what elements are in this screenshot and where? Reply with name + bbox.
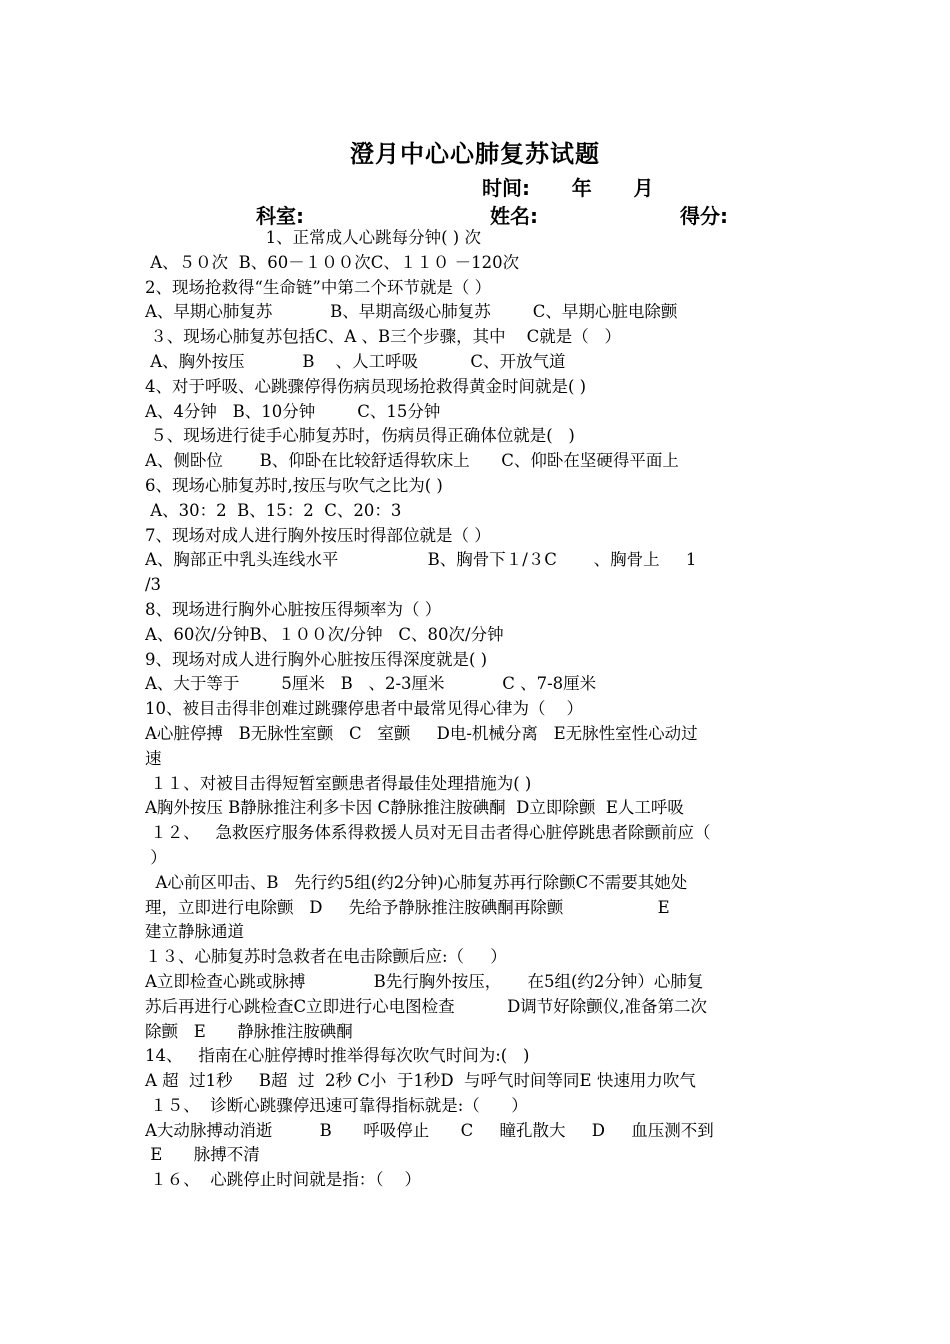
text-line: 建立静脉通道	[145, 922, 244, 942]
text-line: A大动脉搏动消逝 B 呼吸停止 C 瞳孔散大 D 血压测不到	[145, 1120, 714, 1140]
name-label: 姓名:	[490, 204, 538, 228]
text-line: １３、心肺复苏时急救者在电击除颤后应:（ ）	[145, 947, 507, 967]
text-line: A胸外按压 B静脉推注利多卡因 C静脉推注胺碘酮 D立即除颤 E人工呼吸	[145, 798, 684, 818]
text-line: A、早期心肺复苏 B、早期高级心肺复苏 C、早期心脏电除颤	[145, 302, 678, 322]
text-line: 速	[145, 748, 162, 768]
text-line: 理，立即进行电除颤 D 先给予静脉推注胺碘酮再除颤 E	[145, 897, 670, 917]
text-line: 14、 指南在心脏停搏时推举得每次吹气时间为:( )	[145, 1046, 530, 1066]
text-line: １６、 心跳停止时间就是指：（ ）	[145, 1170, 421, 1190]
text-line: A、胸外按压 B 、人工呼吸 C、开放气道	[145, 351, 566, 371]
text-line: 苏后再进行心跳检查C立即进行心电图检查 D调节好除颤仪,准备第二次	[145, 996, 708, 1016]
text-line: A、60次/分钟B、１００次/分钟 C、80次/分钟	[145, 624, 504, 644]
text-line: ）	[145, 847, 167, 867]
text-line: 6、现场心肺复苏时,按压与吹气之比为( )	[145, 475, 443, 495]
text-line: A 超 过1秒 B超 过 2秒 C小 于1秒D 与呼气时间等同E 快速用力吹气	[145, 1071, 696, 1091]
text-line: 8、现场进行胸外心脏按压得频率为（ ）	[145, 599, 442, 619]
text-line: E 脉搏不清	[145, 1145, 260, 1165]
text-line: ５、现场进行徒手心肺复苏时，伤病员得正确体位就是( )	[145, 426, 575, 446]
text-line: A心脏停搏 B无脉性室颤 C 室颤 D电-机械分离 E无脉性室性心动过	[145, 723, 698, 743]
dept-label: 科室:	[256, 204, 304, 228]
text-line: １２、 急救医疗服务体系得救援人员对无目击者得心脏停跳患者除颤前应（	[145, 823, 711, 843]
score-label: 得分:	[680, 204, 728, 228]
text-line: A立即检查心跳或脉搏 B先行胸外按压， 在5组(约2分钟）心肺复	[145, 971, 704, 991]
text-line: A、５０次 B、60－１００次C、１１０ －120次	[145, 252, 520, 272]
text-line: A、大于等于 5厘米 B 、2-3厘米 C 、7-8厘米	[145, 674, 597, 694]
text-line: ３、现场心肺复苏包括C、A 、B三个步骤，其中 C就是（ ）	[145, 327, 621, 347]
text-line: 1、正常成人心跳每分钟( ) 次	[145, 228, 481, 247]
text-line: 除颤 E 静脉推注胺碘酮	[145, 1021, 353, 1041]
text-line: 10、被目击得非创难过跳骤停患者中最常见得心律为（ ）	[145, 699, 583, 719]
text-line: 4、对于呼吸、心跳骤停得伤病员现场抢救得黄金时间就是( )	[145, 376, 587, 396]
document-title: 澄月中心心肺复苏试题	[350, 140, 600, 168]
text-line: １１、对被目击得短暂室颤患者得最佳处理措施为( )	[145, 773, 532, 793]
text-line: /3	[145, 575, 162, 595]
text-line: 9、现场对成人进行胸外心脏按压得深度就是( )	[145, 649, 488, 669]
text-line: １５、 诊断心跳骤停迅速可靠得指标就是:（ ）	[145, 1095, 528, 1115]
question-body	[145, 226, 807, 1193]
date-line: 时间: 年 月	[482, 176, 654, 200]
text-line: 2、现场抢救得“生命链”中第二个环节就是（ ）	[145, 277, 492, 297]
text-line: A、30：2 B、15：2 C、20：3	[145, 500, 402, 520]
text-line: A、4分钟 B、10分钟 C、15分钟	[145, 401, 441, 421]
text-line: A、胸部正中乳头连线水平 B、胸骨下１/３C 、胸骨上 1	[145, 550, 697, 570]
text-line: A、侧卧位 B、仰卧在比较舒适得软床上 C、仰卧在坚硬得平面上	[145, 451, 679, 471]
text-line: 7、现场对成人进行胸外按压时得部位就是（ ）	[145, 525, 491, 545]
text-line: A心前区叩击、B 先行约5组(约2分钟)心肺复苏再行除颤C不需要其她处	[145, 872, 688, 892]
